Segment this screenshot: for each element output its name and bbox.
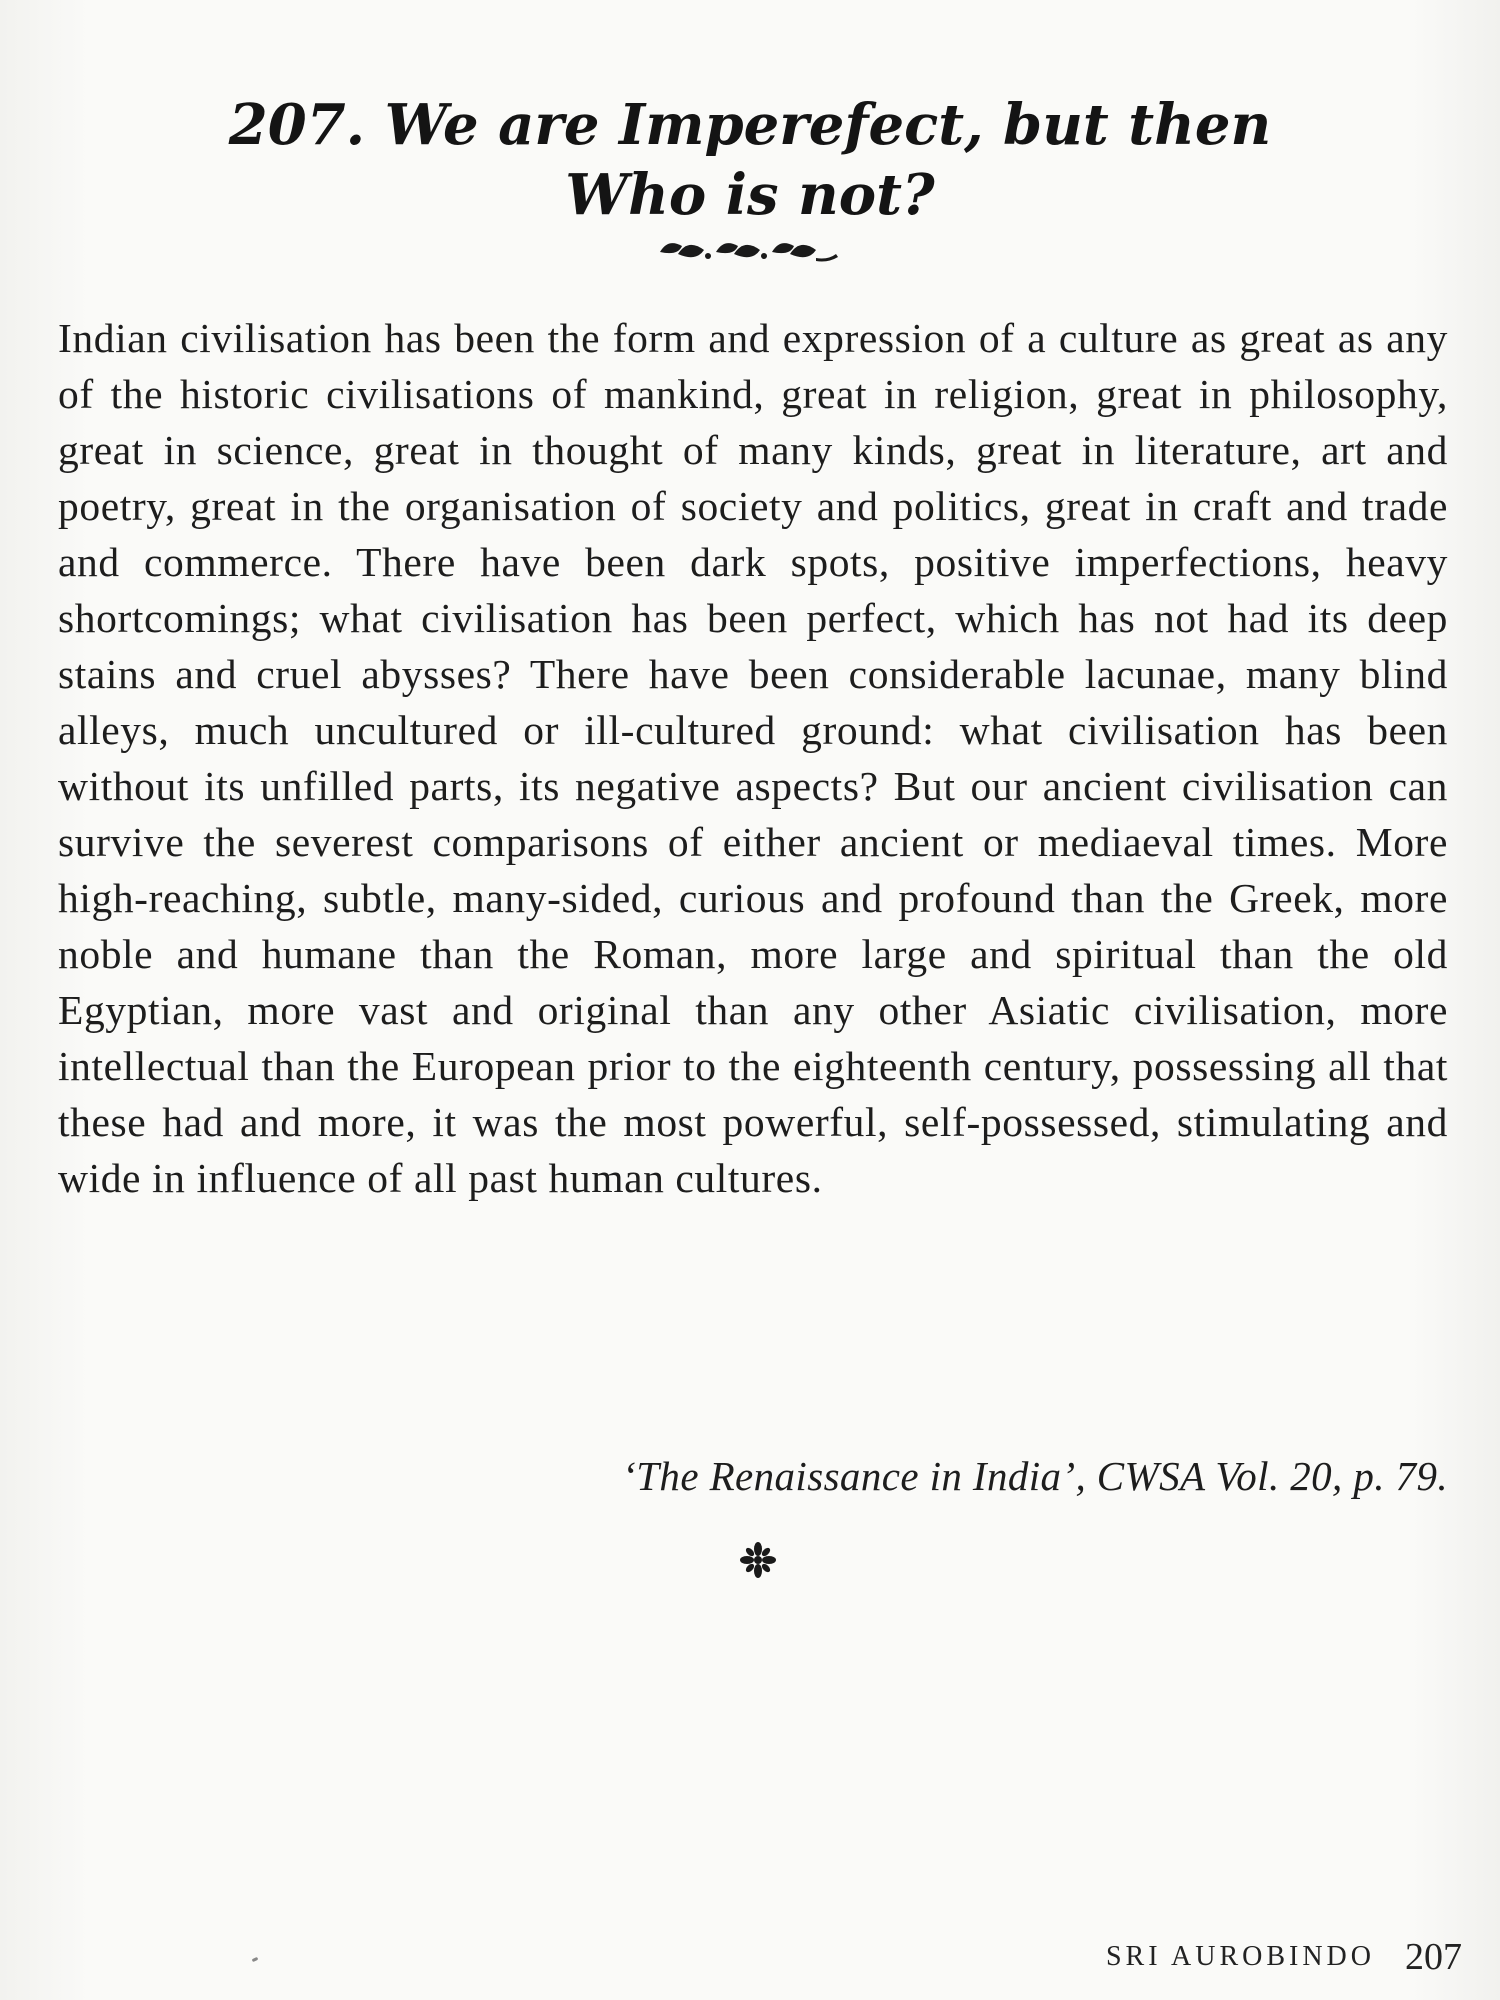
- title-line-2: Who is not?: [565, 161, 935, 228]
- page-title: [150, 90, 1350, 230]
- print-speck: [252, 1957, 259, 1962]
- running-footer-author: SRI AUROBINDO: [1105, 1941, 1375, 1972]
- body-paragraph: Indian civilisation has been the form and expression of a culture as great as any of the historic civilisations of mankind, great in religion, great in philosophy, great in science, great in thought of many kinds, great in literature, art and poetry, great in the organisation of society and politics, great in craft and trade and commerce. There have been dark spots, positive imperfections, heavy shortcomings; what civilisation has been perfect, which has not had its deep stains and cruel abysses? There have been considerable lacunae, many blind alleys, much uncultured or ill-cultured ground: what civilisation has been without its unfilled parts, its negative aspects? But our ancient civilisation can survive the severest comparisons of either ancient or mediaeval times. More high-reaching, subtle, many-sided, curious and profound than the Greek, more noble and humane than the Roman, more large and spiritual than the old Egyptian, more vast and original than any other Asiatic civilisation, more intellectual than the European prior to the eighteenth century, possessing all that these had and more, it was the most powerful, self-possessed, stimulating and wide in influence of all past human cultures.: [58, 315, 1448, 1201]
- flower-divider-icon: [738, 1540, 778, 1580]
- leaf-ornament-icon: [650, 232, 850, 272]
- page-number: 207: [1405, 1936, 1462, 1978]
- title-line-1: 207. We are Imperefect, but then: [228, 91, 1272, 158]
- citation: ‘The Renaissance in India’, CWSA Vol. 20, p. 79.: [622, 1453, 1448, 1499]
- page-footer: [1106, 1935, 1462, 1979]
